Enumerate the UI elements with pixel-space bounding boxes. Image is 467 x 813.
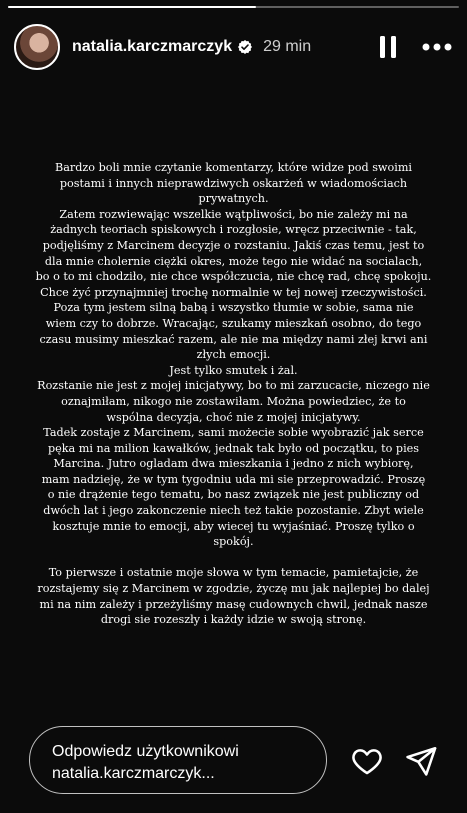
avatar[interactable] [14, 24, 60, 70]
more-horizontal-icon [422, 43, 452, 51]
story-footer [0, 724, 467, 798]
reply-placeholder-line2: natalia.karczmarczyk... [52, 765, 215, 782]
like-button[interactable] [350, 744, 384, 778]
send-button[interactable] [404, 744, 438, 778]
reply-placeholder-line1: Odpowiedz użytkownikowi [52, 743, 239, 760]
post-time: 29 min [263, 38, 312, 55]
pause-button[interactable] [375, 34, 401, 60]
reply-input[interactable] [29, 726, 327, 794]
send-icon [404, 744, 438, 778]
username[interactable]: natalia.karczmarczyk [72, 38, 233, 55]
story-progress-bar [8, 6, 459, 8]
more-options-button[interactable] [421, 34, 453, 60]
story-text: Bardzo boli mnie czytanie komentarzy, które widze pod swoimi postami i innych nieprawdziwych oskarżeń w wiadomościach prywatnych. Zatem rozwiewając wszelkie wątpliwości, bo nie zależy mi na żadnych teoriach spiskowych i rozgłosie, wręcz przeciwnie - tak, podjęliśmy z Marcinem decyzje o rozstaniu. Jakiś czas temu, jest to dla mnie cholernie ciężki okres, może tego nie widać na socialach, bo o to mi chodziło, nie chce współczucia, nie chcę rad, chcę spokoju. Chce żyć przynajmniej trochę normalnie w tej nowej rzeczywistości. Poza tym jestem silną babą i wszystko tłumie w sobie, sama nie wiem czy to dobrze. Wracając, szukamy mieszkań osobno, do tego czasu musimy mieszkać razem, ale nie ma między nami złej krwi ani złych emocji. Jest tylko smutek i żal. Rozstanie nie jest z mojej inicjatywy, bo to mi zarzucacie, niczego nie oznajmiłam, nikogo nie zostawiłam. Można powiedziec, że to wspólna decyzja, choć nie z mojej inicjatywy. Tadek zostaje z Marcinem, sami możecie sobie wyobrazić jak serce pęka mi na milion kawałków, jednak tak było od początku, to pies Marcina. Jutro ogladam dwa mieszkania i jedno z nich wybiorę, mam nadzieję, że w tym tygodniu uda mi sie przeprowadzić. Proszę o nie drążenie tego tematu, bo nasz związek nie jest publiczny od dwóch lat i jego zakonczenie niech też takie pozostanie. Zbyt wiele kosztuje mnie to emocji, aby wiecej tu wyjaśniać. Proszę tylko o spokój. To pierwsze i ostatnie moje słowa w tym temacie, pamietajcie, że rozstajemy się z Marcinem w zgodzie, życzę mu jak najlepiej bo dalej mi na nim zależy i przeżyliśmy masę cudownych chwil, jednak nasze drogi sie rozeszły i każdy idzie w swoją stronę. [35, 161, 432, 627]
verified-badge-icon [237, 39, 253, 55]
story-header [14, 22, 453, 72]
pause-icon [379, 35, 397, 59]
heart-icon [350, 744, 384, 778]
story-progress-fill [8, 6, 256, 8]
